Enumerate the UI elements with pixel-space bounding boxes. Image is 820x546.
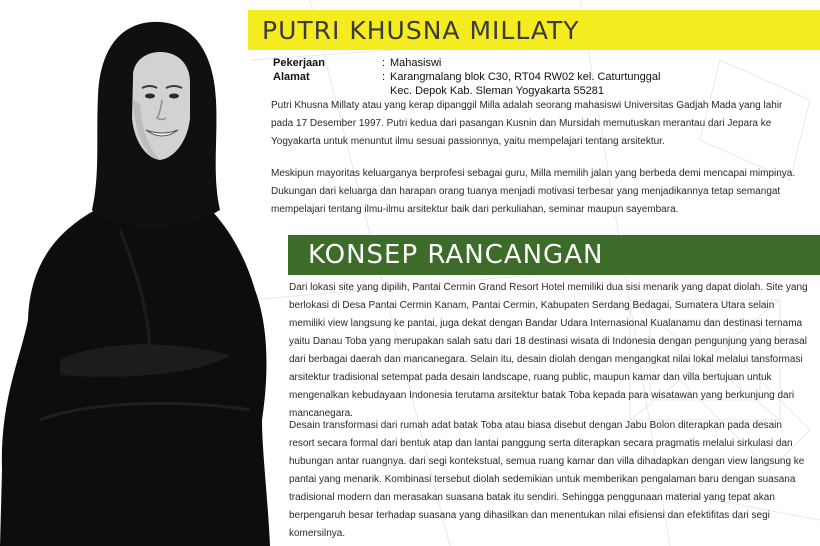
portrait-photo — [0, 0, 290, 546]
info-label-pekerjaan: Pekerjaan — [273, 57, 325, 69]
profile-name: PUTRI KHUSNA MILLATY — [262, 16, 580, 45]
info-value-alamat-line2: Kec. Depok Kab. Sleman Yogyakarta 55281 — [390, 85, 605, 97]
bio-paragraph: Meskipun mayoritas keluarganya berprofesi sebagai guru, Milla memilih jalan yang berbeda demi mencapai mimpinya. Dukungan dari keluarga dan harapan orang tuanya menjadi motivasi terbesar yang menjadikannya tetap semangat mempelajari tentang ilmu-ilmu arsitektur baik dari perkuliahan, seminar maupun sayembara. — [271, 168, 796, 215]
info-row-alamat — [273, 70, 793, 84]
info-colon: : — [382, 57, 386, 69]
profile-info — [273, 56, 793, 98]
info-row-alamat-cont — [273, 84, 793, 98]
info-value-pekerjaan: Mahasiswi — [390, 57, 442, 69]
concept-paragraph: Dari lokasi site yang dipilih, Pantai Cermin Grand Resort Hotel memiliki dua sisi menarik yang dapat diolah. Site yang berlokasi di Desa Pantai Cermin Kanam, Pantai Cermin, Kabupaten Serdang Bedagai, Sumatera Utara selain memiliki view langsung ke pantai, juga dekat dengan Bandar Udara Internasional Kualanamu dan destinasi ternama yaitu Danau Toba yang merupakan salah satu dari 18 destinasi wisata di Indonesia dengan pengunjung yang berasal dari berbagai daerah dan mancanegara. Selain itu, desain diolah dengan mengangkat nilai lokal melalui tansformasi arsitektur tradisional setempat pada desain landscape, ruang public, maupun kamar dan villa bertujuan untuk mengenalkan kebudayaan Indonesia terutama arsitektur batak Toba kepada para wisatawan yang berkunjung dari mancanegara. — [289, 282, 808, 419]
concept-header-bar — [288, 235, 820, 275]
name-header-bar — [248, 10, 820, 50]
info-row-pekerjaan — [273, 56, 793, 70]
info-colon: : — [382, 71, 386, 83]
concept-paragraph: Desain transformasi dari rumah adat batak Toba atau biasa disebut dengan Jabu Bolon diterapkan pada desain resort secara formal dari bentuk atap dan lantai panggung serta diterapkan secara pragmatis melalui sirkulasi dan hubungan antar ruangnya. dari segi kontekstual, semua ruang kamar dan villa dihadapkan dengan view langsung ke pantai yang menarik. Kombinasi tersebut diolah sedemikian untuk memberikan pengalaman baru dengan suasana tradisional modern dan merasakan suasana batak itu sendiri. Sehingga penggunaan material yang tepat akan berpengaruh besar terhadap suasana yang dihasilkan dan menentukan nilai efisiensi dan efektifitas dari segi komersilnya. — [289, 420, 805, 539]
info-label-alamat: Alamat — [273, 71, 310, 83]
bio-paragraph: Putri Khusna Millaty atau yang kerap dipanggil Milla adalah seorang mahasiswi Universitas Gadjah Mada yang lahir pada 17 Desember 1997. Putri kedua dari pasangan Kusnin dan Mursidah memutuskan merantau dari Jepara ke Yogyakarta untuk menuntut ilmu sesuai passionnya, yaitu mempelajari tentang arsitektur. — [271, 100, 783, 147]
info-value-alamat: Karangmalang blok C30, RT04 RW02 kel. Caturtunggal — [390, 71, 661, 83]
concept-title: KONSEP RANCANGAN — [308, 240, 604, 270]
